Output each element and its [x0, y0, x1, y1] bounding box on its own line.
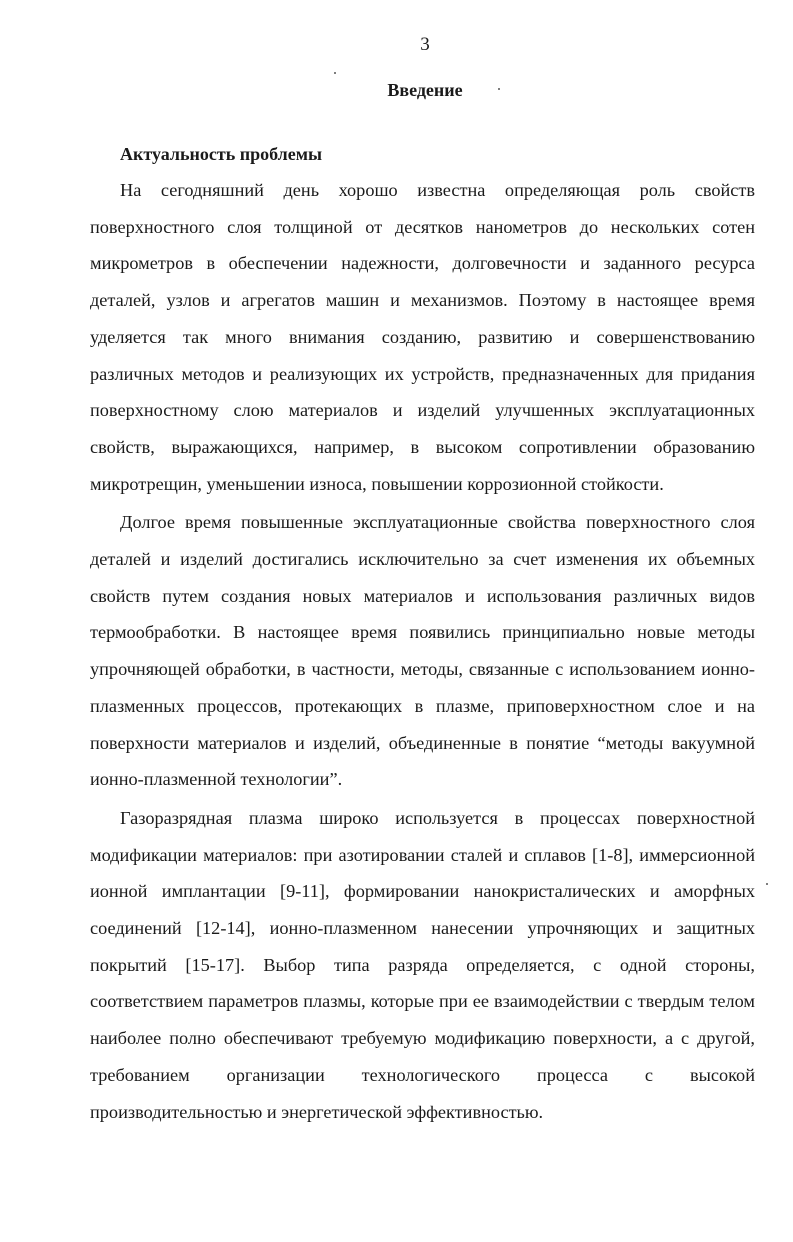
scan-speck	[766, 883, 768, 885]
scan-speck	[334, 72, 336, 74]
body-text	[90, 172, 755, 1130]
scan-speck	[498, 88, 500, 90]
paragraph-1: На сегодняшний день хорошо известна определяющая роль свойств поверхностного слоя толщиной от десятков нанометров до нескольких сотен микрометров в обеспечении надежности, долговечности и заданного ресурса деталей, узлов и агрегатов машин и механизмов. Поэтому в настоящее время уделяется так много внимания созданию, развитию и совершенствованию различных методов и реализующих их устройств, предназначенных для придания поверхностному слою материалов и изделий улучшенных эксплуатационных свойств, выражающихся, например, в высоком сопротивлении образованию микротрещин, уменьшении износа, повышении коррозионной стойкости.	[90, 180, 755, 494]
section-title: Актуальность проблемы	[120, 144, 323, 164]
chapter-title: Введение	[387, 80, 463, 100]
paragraph-2: Долгое время повышенные эксплуатационные свойства поверхностного слоя деталей и изделий достигались исключительно за счет изменения их объемных свойств путем создания новых материалов и использования различных видов термообработки. В настоящее время появились принципиально новые методы упрочняющей обработки, в частности, методы, связанные с использованием ионно-плазменных процессов, протекающих в плазме, приповерхностном слое и на поверхности материалов и изделий, объединенные в понятие “методы вакуумной ионно-плазменной технологии”.	[90, 512, 755, 790]
paragraph-3: Газоразрядная плазма широко используется в процессах поверхностной модификации материалов: при азотировании сталей и сплавов [1-8], иммерсионной ионной имплантации [9-11], формировании нанокристалических и аморфных соединений [12-14], ионно-плазменном нанесении упрочняющих и защитных покрытий [15-17]. Выбор типа разряда определяется, с одной стороны, соответствием параметров плазмы, которые при ее взаимодействии с твердым телом наиболее полно обеспечивают требуемую модификацию поверхности, а с другой, требованием организации технологического процесса с высокой производительностью и энергетической эффективностью.	[90, 807, 755, 1122]
page-number: 3	[420, 34, 430, 55]
